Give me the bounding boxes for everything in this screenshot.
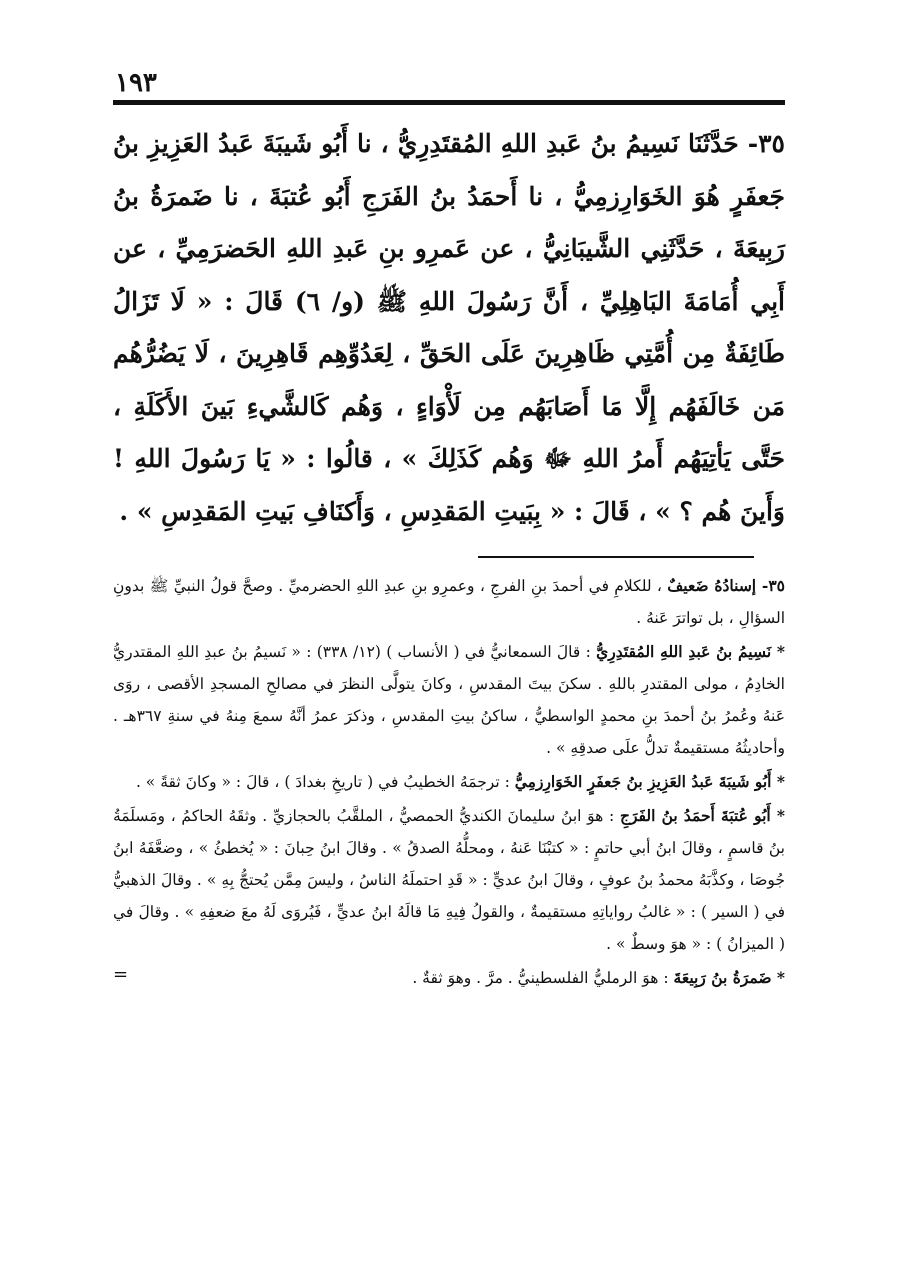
hadith-text xyxy=(113,118,785,538)
footnote-text: : ترجمَهُ الخطيبُ في ( تاريخِ بغدادَ ) ، قالَ : « وكانَ ثقةً » . xyxy=(135,773,510,791)
header-rule xyxy=(113,100,785,105)
footnote-text: : قالَ السمعانيُّ في ( الأنساب ) (١٢/ ٣٣٨) : « نَسيمُ بنُ عبدِ اللهِ المقتدريُّ الخادِمُ ، مولى المقتدرِ باللهِ . سكنَ بيتَ المقدسِ ، وكانَ يتولَّى النظرَ في مصالحِ المسجدِ الأقصى ، روَى عَنهُ وعُمرُ بنُ أحمدَ بنِ محمدٍ الواسطيُّ ، ساكنُ بيتِ المقدسِ ، وذكرَ عمرُ أنَّهُ سمعَ مِنهُ في سنةِ ٣٦٧هـ . وأحاديثُهُ مستقيمةٌ تدلُّ علَى صدقِهِ » . xyxy=(113,643,785,757)
footnote-lead: ٣٥- إسنادُهُ ضَعيفٌ xyxy=(667,576,785,595)
footnote-text: ، للكلامِ في أحمدَ بنِ الفرجِ ، وعمرِو بنِ عبدِ اللهِ الحضرميِّ . وصحَّ قولُ النبيِّ ﷺ بدونِ السؤالِ ، بل تواترَ عَنهُ . xyxy=(113,577,785,627)
footnote-text: : هوَ الرمليُّ الفلسطينيُّ . مرَّ . وهوَ ثقةٌ . xyxy=(412,969,669,987)
page-number: ١٩٣ xyxy=(115,68,157,98)
footnote xyxy=(113,570,785,634)
footnote-lead: * أَبُو عُتبَةَ أَحمَدُ بنُ الفَرَجِ xyxy=(619,806,785,825)
footnote-text: : هوَ ابنُ سليمانَ الكنديُّ الحمصيُّ ، الملقَّبُ بالحجازيِّ . وثقَهُ الحاكمُ ، ومَسلَمَةُ بنُ قاسمٍ ، وقالَ ابنُ أبي حاتمٍ : « كتبْنَا عَنهُ ، ومحلُّهُ الصدقُ » . وقالَ ابنُ حِبانَ : « يُخطئُ » ، وضعَّفَهُ ابنُ جُوصَا ، وكذَّبَهُ محمدُ بنُ عوفٍ ، وقالَ ابنُ عديٍّ : « قَدِ احتملَهُ الناسُ ، وليسَ مِمَّن يُحتجُّ بِهِ » . وقالَ الذهبيُّ في ( السير ) : « غالبُ رواياتِهِ مستقيمةٌ ، والقولُ فِيهِ مَا قالَهُ ابنُ عديٍّ ، فَيُروَى لَهُ معَ ضعفِهِ » . وقالَ في ( الميزانُ ) : « هوَ وسطٌ » . xyxy=(113,807,785,953)
hadith-number: ٣٥- xyxy=(747,129,785,158)
footnote-separator xyxy=(478,556,754,558)
hadith-paragraph xyxy=(113,118,785,538)
footnote-lead: * أَبُو شَيبَةَ عَبدُ العَزِيزِ بنُ جَعفَرٍ الخَوَارِزمِيُّ xyxy=(514,772,785,791)
footnote-lead: * ضَمرَةُ بنُ رَبِيعَةَ xyxy=(673,968,785,987)
footnote xyxy=(113,800,785,960)
hadith-body: حَدَّثَنَا نَسِيمُ بنُ عَبدِ اللهِ المُقتَدِرِيُّ ، نا أَبُو شَيبَةَ عَبدُ العَزِيزِ بنُ جَعفَرٍ هُوَ الخَوَارِزمِيُّ ، نا أَحمَدُ بنُ الفَرَجِ أَبُو عُتبَةَ ، نا ضَمرَةُ بنُ رَبِيعَةَ ، حَدَّثَنِي الشَّيبَانِيُّ ، عن عَمرِو بنِ عَبدِ اللهِ الحَضرَمِيِّ ، عن أَبِي أُمَامَةَ البَاهِلِيِّ ، أَنَّ رَسُولَ اللهِ ﷺ (و/ ٦) قَالَ : « لَا تَزَالُ طَائِفَةٌ مِن أُمَّتِي ظَاهِرِينَ عَلَى الحَقِّ ، لِعَدُوِّهِم قَاهِرِينَ ، لَا يَضُرُّهُم مَن خَالَفَهُم إِلَّا مَا أَصَابَهُم مِن لَأْوَاءٍ ، وَهُم كَالشَّيءِ بَينَ الأَكَلَةِ ، حَتَّى يَأتِيَهُم أَمرُ اللهِ ﷻ وَهُم كَذَلِكَ » ، قالُوا : « يَا رَسُولَ اللهِ ! وَأَينَ هُم ؟ » ، قَالَ : « بِبَيتِ المَقدِسِ ، وَأَكنَافِ بَيتِ المَقدِسِ » . xyxy=(113,129,785,526)
footnotes xyxy=(113,570,785,996)
footnote-lead: * نَسِيمُ بنُ عَبدِ اللهِ المُقتَدِرِيُّ xyxy=(596,642,785,661)
footnote xyxy=(113,636,785,764)
continuation-mark: = xyxy=(113,964,129,985)
footnote xyxy=(113,962,785,994)
footnote xyxy=(113,766,785,798)
